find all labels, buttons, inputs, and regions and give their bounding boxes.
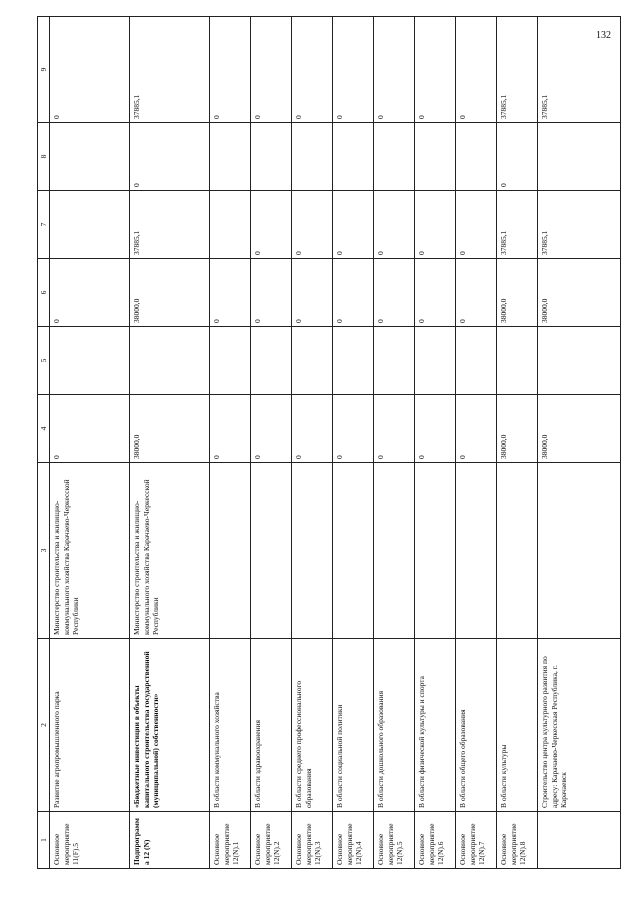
cell-executor [374, 463, 415, 639]
cell-col8 [50, 123, 130, 191]
cell-name: В области коммунального хозяйства [210, 639, 251, 812]
cell-col4: 38000,0 [497, 395, 538, 463]
cell-executor [497, 463, 538, 639]
cell-col9: 37885,1 [130, 17, 210, 123]
cell-name: В области культуры [497, 639, 538, 812]
cell-col8: 0 [130, 123, 210, 191]
cell-col5 [292, 327, 333, 395]
table-row [130, 17, 210, 869]
budget-table [37, 16, 621, 869]
cell-col6: 38000,0 [497, 259, 538, 327]
cell-col9: 0 [333, 17, 374, 123]
table-row [333, 17, 374, 869]
col-header-6: 6 [38, 259, 50, 327]
table-row [415, 17, 456, 869]
cell-code: Основное мероприятие 11(F).5 [50, 812, 130, 869]
cell-col7 [210, 191, 251, 259]
cell-col8 [456, 123, 497, 191]
cell-code: Основное мероприятие 12(N).2 [251, 812, 292, 869]
cell-col6: 38000,0 [538, 259, 621, 327]
table-row [538, 17, 621, 869]
cell-col7: 0 [374, 191, 415, 259]
cell-col7: 0 [415, 191, 456, 259]
cell-col8: 0 [497, 123, 538, 191]
cell-col8 [374, 123, 415, 191]
cell-code: Основное мероприятие 12(N).1 [210, 812, 251, 869]
cell-code: Основное мероприятие 12(N).5 [374, 812, 415, 869]
table-row [497, 17, 538, 869]
cell-col6: 0 [210, 259, 251, 327]
cell-col6: 0 [374, 259, 415, 327]
col-header-4: 4 [38, 395, 50, 463]
cell-col9: 37885,1 [538, 17, 621, 123]
cell-col5 [374, 327, 415, 395]
cell-executor [415, 463, 456, 639]
col-header-1: 1 [38, 812, 50, 869]
table-row [251, 17, 292, 869]
cell-col4: 0 [292, 395, 333, 463]
col-header-7: 7 [38, 191, 50, 259]
cell-col4: 0 [333, 395, 374, 463]
cell-col5 [50, 327, 130, 395]
cell-col6: 38000,0 [130, 259, 210, 327]
cell-col4: 0 [251, 395, 292, 463]
col-header-2: 2 [38, 639, 50, 812]
cell-executor [292, 463, 333, 639]
cell-col9: 0 [50, 17, 130, 123]
cell-col6: 0 [292, 259, 333, 327]
header-row [38, 17, 50, 869]
cell-col4: 0 [50, 395, 130, 463]
cell-executor [333, 463, 374, 639]
cell-executor [538, 463, 621, 639]
cell-col5 [130, 327, 210, 395]
rotated-table-sheet [37, 17, 597, 869]
cell-name: Строительство центра культурного развития по адресу: Карачаево-Черкесская Республика, г. Карачаевск [538, 639, 621, 812]
cell-executor: Министерство строительства и жилищно-коммунального хозяйства Карачаево-Черкесской Республики [50, 463, 130, 639]
cell-col8 [210, 123, 251, 191]
cell-executor [456, 463, 497, 639]
cell-code [538, 812, 621, 869]
cell-col5 [497, 327, 538, 395]
table-row [50, 17, 130, 869]
cell-col9: 37885,1 [497, 17, 538, 123]
cell-code: Основное мероприятие 12(N).8 [497, 812, 538, 869]
cell-col7: 0 [251, 191, 292, 259]
cell-executor: Министерство строительства и жилищно-коммунального хозяйства Карачаево-Черкесской Республики [130, 463, 210, 639]
table-row [374, 17, 415, 869]
cell-code: Основное мероприятие 12(N).6 [415, 812, 456, 869]
cell-col8 [292, 123, 333, 191]
cell-name: В области общего образования [456, 639, 497, 812]
cell-col4: 0 [210, 395, 251, 463]
cell-col5 [333, 327, 374, 395]
table-row [292, 17, 333, 869]
cell-col9: 0 [456, 17, 497, 123]
cell-col5 [456, 327, 497, 395]
cell-name: В области физической культуры и спорта [415, 639, 456, 812]
cell-col6: 0 [251, 259, 292, 327]
cell-col7: 37885,1 [130, 191, 210, 259]
cell-col9: 0 [210, 17, 251, 123]
cell-col4: 38000,0 [130, 395, 210, 463]
cell-col6: 0 [415, 259, 456, 327]
cell-col6: 0 [333, 259, 374, 327]
cell-col4: 0 [456, 395, 497, 463]
col-header-3: 3 [38, 463, 50, 639]
cell-code: Основное мероприятие 12(N).3 [292, 812, 333, 869]
cell-col8 [415, 123, 456, 191]
cell-col6: 0 [456, 259, 497, 327]
table-row [456, 17, 497, 869]
cell-code: Подпрограмма 12 (N) [130, 812, 210, 869]
cell-col9: 0 [251, 17, 292, 123]
cell-col7: 0 [456, 191, 497, 259]
page-number: 132 [596, 30, 611, 41]
cell-col7: 37885,1 [538, 191, 621, 259]
cell-col9: 0 [292, 17, 333, 123]
col-header-5: 5 [38, 327, 50, 395]
cell-col8 [251, 123, 292, 191]
cell-executor [210, 463, 251, 639]
cell-col8 [538, 123, 621, 191]
cell-col9: 0 [374, 17, 415, 123]
cell-col5 [251, 327, 292, 395]
cell-col8 [333, 123, 374, 191]
cell-col5 [538, 327, 621, 395]
cell-col7: 37885,1 [497, 191, 538, 259]
cell-col4: 38000,0 [538, 395, 621, 463]
cell-name: В области здравоохранения [251, 639, 292, 812]
cell-name: В области среднего профессионального образования [292, 639, 333, 812]
cell-col4: 0 [415, 395, 456, 463]
cell-name: Развитие агропромышленного парка [50, 639, 130, 812]
cell-col4: 0 [374, 395, 415, 463]
cell-col6: 0 [50, 259, 130, 327]
cell-col7 [50, 191, 130, 259]
cell-name: «Бюджетные инвестиции в объекты капитального строительства государственной (муниципальной) собственности» [130, 639, 210, 812]
col-header-9: 9 [38, 17, 50, 123]
cell-name: В области социальной политики [333, 639, 374, 812]
cell-name: В области дошкольного образования [374, 639, 415, 812]
cell-executor [251, 463, 292, 639]
cell-col5 [415, 327, 456, 395]
cell-code: Основное мероприятие 12(N).7 [456, 812, 497, 869]
cell-col7: 0 [292, 191, 333, 259]
cell-col9: 0 [415, 17, 456, 123]
table-row [210, 17, 251, 869]
col-header-8: 8 [38, 123, 50, 191]
cell-code: Основное мероприятие 12(N).4 [333, 812, 374, 869]
cell-col7: 0 [333, 191, 374, 259]
cell-col5 [210, 327, 251, 395]
